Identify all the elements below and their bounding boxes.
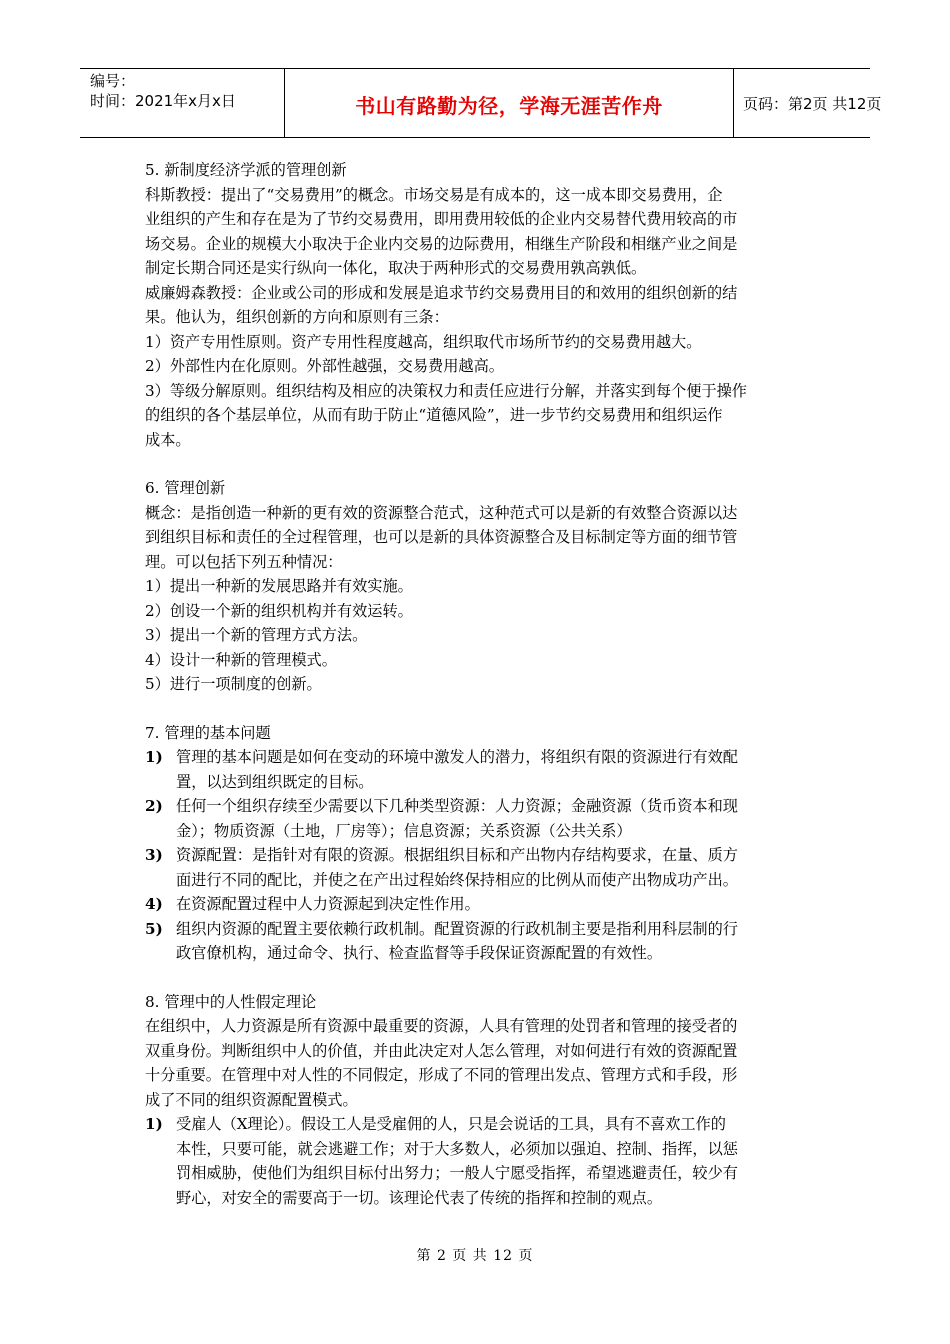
text-line: 威廉姆森教授：企业或公司的形成和发展是追求节约交易费用目的和效用的组织创新的结 bbox=[145, 283, 738, 302]
section-7 bbox=[145, 721, 807, 966]
paragraph bbox=[145, 501, 807, 575]
header-motto-cell bbox=[284, 69, 734, 137]
text-line: 在资源配置过程中人力资源起到决定性作用。 bbox=[176, 895, 480, 913]
numbered-item bbox=[145, 917, 807, 966]
text-line: 面进行不同的配比，并使之在产出过程始终保持相应的比例从而使产出物成功产出。 bbox=[176, 870, 738, 889]
section-title: 5. 新制度经济学派的管理创新 bbox=[145, 161, 347, 179]
paragraph bbox=[145, 354, 807, 379]
text-line: 成本。 bbox=[145, 430, 191, 449]
page-footer: 第 2 页 共 12 页 bbox=[416, 1248, 534, 1264]
document-time-label: 时间：2021年x月x日 bbox=[90, 92, 236, 110]
paragraph bbox=[145, 1014, 807, 1112]
paragraph bbox=[145, 330, 807, 355]
numbered-item bbox=[145, 794, 807, 843]
text-line: 金）；物质资源（土地，厂房等）；信息资源；关系资源（公共关系） bbox=[176, 821, 632, 840]
text-line: 制定长期合同还是实行纵向一体化，取决于两种形式的交易费用孰高孰低。 bbox=[145, 259, 647, 277]
text-line: 本性，只要可能，就会逃避工作；对于大多数人，必须加以强迫、控制、指挥，以惩 bbox=[176, 1139, 738, 1158]
item-number: 2) bbox=[145, 797, 163, 815]
text-line: 到组织目标和责任的全过程管理，也可以是新的具体资源整合及目标制定等方面的细节管 bbox=[145, 528, 738, 546]
text-line: 3）等级分解原则。组织结构及相应的决策权力和责任应进行分解，并落实到每个便于操作 bbox=[145, 381, 747, 400]
text-line: 在组织中，人力资源是所有资源中最重要的资源，人具有管理的处罚者和管理的接受者的 bbox=[145, 1017, 738, 1035]
section-title: 8. 管理中的人性假定理论 bbox=[145, 992, 317, 1011]
numbered-item bbox=[145, 892, 807, 917]
section-6 bbox=[145, 476, 807, 697]
list-item: 5）进行一项制度的创新。 bbox=[145, 675, 322, 693]
numbered-item bbox=[145, 1112, 807, 1210]
text-line: 任何一个组织存续至少需要以下几种类型资源：人力资源；金融资源（货币资本和现 bbox=[176, 797, 738, 815]
text-line: 的组织的各个基层单位，从而有助于防止“道德风险”，进一步节约交易费用和组织运作 bbox=[145, 406, 723, 424]
item-number: 3) bbox=[145, 846, 163, 864]
item-number: 1) bbox=[145, 748, 163, 766]
list-item: 3）提出一个新的管理方式方法。 bbox=[145, 626, 368, 644]
text-line: 野心，对安全的需要高于一切。该理论代表了传统的指挥和控制的观点。 bbox=[176, 1188, 662, 1207]
header-table bbox=[80, 68, 882, 138]
text-line: 十分重要。在管理中对人性的不同假定，形成了不同的管理出发点、管理方式和手段，形 bbox=[145, 1066, 738, 1084]
list-item: 1）提出一种新的发展思路并有效实施。 bbox=[145, 577, 413, 595]
paragraph bbox=[145, 379, 807, 453]
document-number-label: 编号： bbox=[90, 72, 136, 90]
numbered-item bbox=[145, 843, 807, 892]
document-body bbox=[145, 158, 807, 1234]
text-line: 果。他认为，组织创新的方向和原则有三条： bbox=[145, 308, 449, 326]
section-8 bbox=[145, 990, 807, 1211]
paragraph bbox=[145, 281, 807, 330]
text-line: 理。可以包括下列五种情况： bbox=[145, 552, 343, 571]
text-line: 置，以达到组织既定的目标。 bbox=[176, 772, 374, 791]
paragraph bbox=[145, 183, 807, 281]
text-line: 成了不同的组织资源配置模式。 bbox=[145, 1090, 358, 1109]
text-line: 受雇人（X理论）。假设工人是受雇佣的人，只是会说话的工具，具有不喜欢工作的 bbox=[176, 1115, 726, 1133]
text-line: 管理的基本问题是如何在变动的环境中激发人的潜力，将组织有限的资源进行有效配 bbox=[176, 748, 738, 766]
text-line: 业组织的产生和存在是为了节约交易费用，即用费用较低的企业内交易替代费用较高的市 bbox=[145, 210, 738, 228]
header-page-cell bbox=[733, 69, 882, 137]
text-line: 资源配置：是指针对有限的资源。根据组织目标和产出物内存结构要求，在量、质方 bbox=[176, 846, 738, 864]
text-line: 概念：是指创造一种新的更有效的资源整合范式，这种范式可以是新的有效整合资源以达 bbox=[145, 503, 738, 522]
text-line: 2）外部性内在化原则。外部性越强，交易费用越高。 bbox=[145, 357, 504, 375]
item-number: 1) bbox=[145, 1115, 163, 1133]
numbered-item bbox=[145, 745, 807, 794]
header-page-number: 页码：第2页 共12页 bbox=[743, 95, 882, 113]
item-number: 4) bbox=[145, 895, 163, 913]
text-line: 场交易。企业的规模大小取决于企业内交易的边际费用，相继生产阶段和相继产业之间是 bbox=[145, 234, 738, 253]
text-line: 罚相威胁，使他们为组织目标付出努力；一般人宁愿受指挥，希望逃避责任，较少有 bbox=[176, 1164, 738, 1182]
list-item: 4）设计一种新的管理模式。 bbox=[145, 650, 337, 669]
header-motto: 书山有路勤为径，学海无涯苦作舟 bbox=[355, 94, 663, 118]
section-title: 7. 管理的基本问题 bbox=[145, 723, 271, 742]
text-line: 科斯教授：提出了“交易费用”的概念。市场交易是有成本的，这一成本即交易费用，企 bbox=[145, 185, 723, 204]
list-item: 2）创设一个新的组织机构并有效运转。 bbox=[145, 601, 413, 620]
text-line: 组织内资源的配置主要依赖行政机制。配置资源的行政机制主要是指利用科层制的行 bbox=[176, 919, 738, 938]
text-line: 双重身份。判断组织中人的价值，并由此决定对人怎么管理，对如何进行有效的资源配置 bbox=[145, 1041, 738, 1060]
item-number: 5) bbox=[145, 919, 163, 938]
text-line: 1）资产专用性原则。资产专用性程度越高，组织取代市场所节约的交易费用越大。 bbox=[145, 332, 702, 351]
text-line: 政官僚机构，通过命令、执行、检查监督等手段保证资源配置的有效性。 bbox=[176, 944, 662, 962]
section-5 bbox=[145, 158, 807, 452]
section-title: 6. 管理创新 bbox=[145, 479, 226, 497]
header-meta-cell bbox=[80, 69, 284, 137]
